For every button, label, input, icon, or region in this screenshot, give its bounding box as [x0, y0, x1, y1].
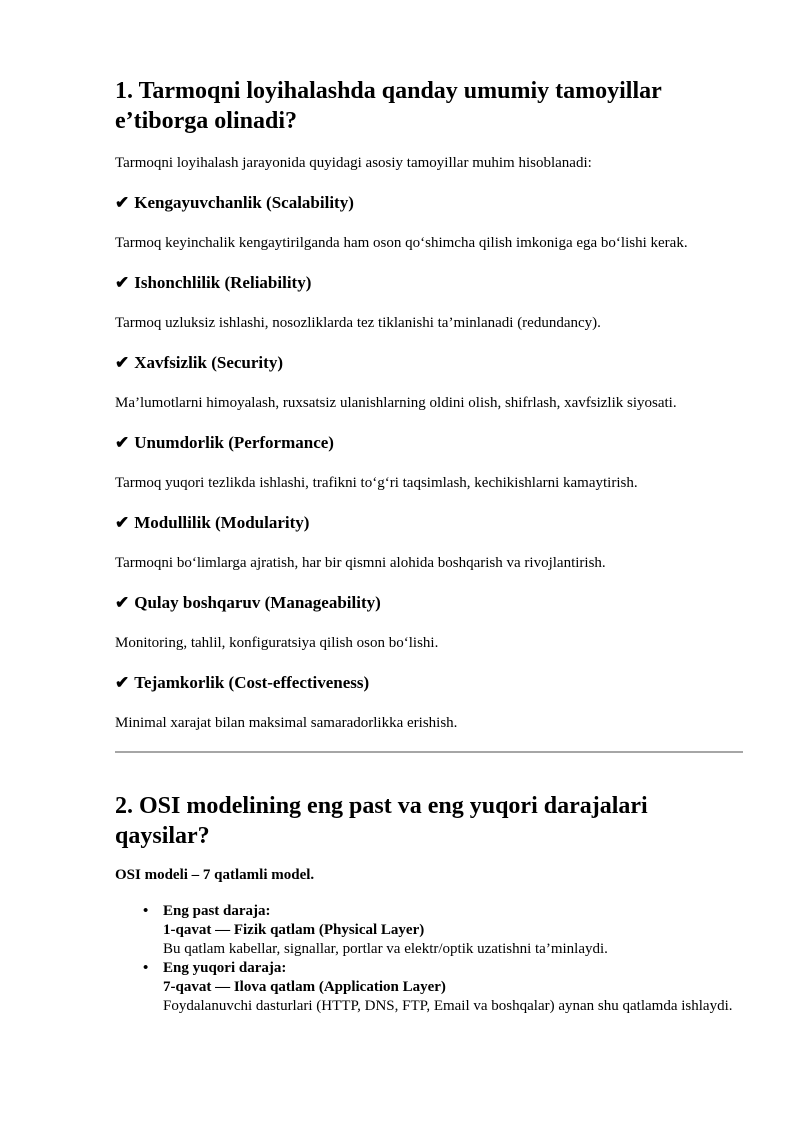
principle-item	[115, 512, 745, 573]
checkmark-icon: ✔	[115, 433, 130, 452]
level-name: 1-qavat — Fizik qatlam (Physical Layer)	[163, 922, 425, 938]
principle-title-text: Unumdorlik (Performance)	[134, 433, 334, 452]
principle-item	[115, 352, 745, 413]
level-description: Foydalanuvchi dasturlari (HTTP, DNS, FTP, Email va boshqalar) aynan shu qatlamda ishlaydi.	[163, 998, 733, 1014]
section-2-subtitle: OSI modeli – 7 qatlamli model.	[115, 867, 315, 883]
section-2-title: 2. OSI modelining eng past va eng yuqori darajalari qaysilar?	[115, 793, 648, 849]
principle-item	[115, 592, 745, 653]
level-label: Eng yuqori daraja:	[163, 960, 287, 976]
osi-levels-list	[115, 902, 745, 1016]
principle-description: Minimal xarajat bilan maksimal samaradorlikka erishish.	[115, 715, 458, 731]
principle-description: Tarmoq keyinchalik kengaytirilganda ham oson qo‘shimcha qilish imkoniga ega bo‘lishi kerak.	[115, 235, 688, 251]
principle-title-text: Tejamkorlik (Cost-effectiveness)	[134, 673, 370, 692]
principle-description: Monitoring, tahlil, konfiguratsiya qilish oson bo‘lishi.	[115, 635, 439, 651]
section-1-intro: Tarmoqni loyihalash jarayonida quyidagi asosiy tamoyillar muhim hisoblanadi:	[115, 155, 592, 171]
bullet-icon: •	[143, 960, 149, 976]
section-divider	[115, 751, 743, 753]
principle-title	[115, 592, 745, 614]
level-label: Eng past daraja:	[163, 903, 271, 919]
document-page	[115, 76, 745, 1016]
principle-title	[115, 512, 745, 534]
principle-item	[115, 192, 745, 253]
principle-item	[115, 272, 745, 333]
principle-title-text: Ishonchlilik (Reliability)	[134, 273, 312, 292]
principle-item	[115, 672, 745, 733]
principle-description: Ma’lumotlarni himoyalash, ruxsatsiz ulanishlarning oldini olish, shifrlash, xavfsizlik siyosati.	[115, 395, 677, 411]
principle-item	[115, 432, 745, 493]
principle-title-text: Qulay boshqaruv (Manageability)	[134, 593, 381, 612]
principle-description: Tarmoqni bo‘limlarga ajratish, har bir qismni alohida boshqarish va rivojlantirish.	[115, 555, 606, 571]
checkmark-icon: ✔	[115, 593, 130, 612]
principle-title	[115, 192, 745, 214]
checkmark-icon: ✔	[115, 673, 130, 692]
list-item	[143, 902, 745, 959]
principle-title-text: Xavfsizlik (Security)	[134, 353, 283, 372]
checkmark-icon: ✔	[115, 193, 130, 212]
principle-title	[115, 352, 745, 374]
checkmark-icon: ✔	[115, 513, 130, 532]
bullet-icon: •	[143, 903, 149, 919]
principle-title	[115, 272, 745, 294]
level-description: Bu qatlam kabellar, signallar, portlar va elektr/optik uzatishni ta’minlaydi.	[163, 941, 608, 957]
list-item	[143, 959, 745, 1016]
principle-title	[115, 672, 745, 694]
principle-description: Tarmoq yuqori tezlikda ishlashi, trafikni to‘g‘ri taqsimlash, kechikishlarni kamaytirish.	[115, 475, 638, 491]
checkmark-icon: ✔	[115, 273, 130, 292]
principle-title-text: Kengayuvchanlik (Scalability)	[134, 193, 354, 212]
principle-title-text: Modullilik (Modularity)	[134, 513, 310, 532]
principle-description: Tarmoq uzluksiz ishlashi, nosozliklarda tez tiklanishi ta’minlanadi (redundancy).	[115, 315, 601, 331]
principles-list	[115, 192, 745, 733]
checkmark-icon: ✔	[115, 353, 130, 372]
principle-title	[115, 432, 745, 454]
section-1-title: 1. Tarmoqni loyihalashda qanday umumiy tamoyillar e’tiborga olinadi?	[115, 78, 662, 134]
level-name: 7-qavat — Ilova qatlam (Application Layer)	[163, 979, 446, 995]
